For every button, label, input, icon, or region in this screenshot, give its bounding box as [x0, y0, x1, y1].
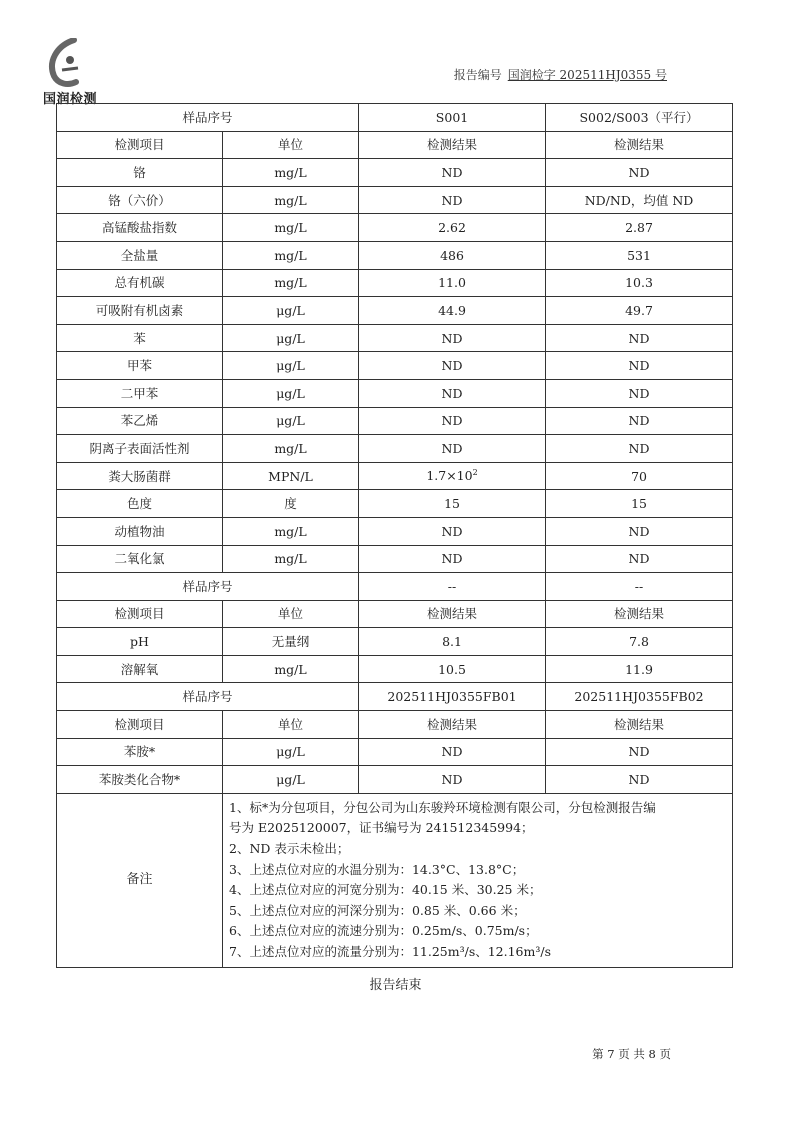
result-cell: 70 — [546, 462, 733, 490]
result-cell: ND — [359, 738, 546, 766]
item-cell: 全盐量 — [57, 241, 223, 269]
result-cell: ND — [546, 407, 733, 435]
table-row — [57, 186, 733, 214]
report-number — [454, 66, 667, 83]
unit-cell: mg/L — [223, 186, 359, 214]
sample-id-row — [57, 573, 733, 601]
result-cell: ND — [546, 324, 733, 352]
table-row — [57, 214, 733, 242]
note-line: 7、上述点位对应的流量分别为：11.25m³/s、12.16m³/s — [229, 944, 552, 959]
sample-id: 202511HJ0355FB02 — [546, 683, 733, 711]
result-cell: ND/ND，均值 ND — [546, 186, 733, 214]
sample-id-row — [57, 683, 733, 711]
sample-label: 样品序号 — [57, 573, 359, 601]
result-cell: 2.62 — [359, 214, 546, 242]
result-cell: 2.87 — [546, 214, 733, 242]
sample-label: 样品序号 — [57, 683, 359, 711]
section-3 — [57, 683, 733, 793]
result-cell: 15 — [359, 490, 546, 518]
result-cell: 10.3 — [546, 269, 733, 297]
col-header-item: 检测项目 — [57, 600, 223, 628]
item-cell: 二甲苯 — [57, 379, 223, 407]
col-header-result: 检测结果 — [359, 131, 546, 159]
result-cell: ND — [359, 435, 546, 463]
result-base: 1.7×10 — [426, 468, 473, 484]
result-cell: ND — [546, 545, 733, 573]
col-header-result: 检测结果 — [546, 711, 733, 739]
table-row — [57, 241, 733, 269]
table-row — [57, 738, 733, 766]
result-cell: ND — [359, 766, 546, 794]
unit-cell: μg/L — [223, 324, 359, 352]
col-header-result: 检测结果 — [546, 131, 733, 159]
unit-cell: mg/L — [223, 517, 359, 545]
note-line: 1、标*为分包项目，分包公司为山东骏羚环境检测有限公司，分包检测报告编 — [229, 799, 656, 815]
result-cell: ND — [359, 379, 546, 407]
result-cell: ND — [546, 159, 733, 187]
sample-label: 样品序号 — [57, 104, 359, 132]
result-cell: ND — [546, 352, 733, 380]
result-cell: ND — [546, 766, 733, 794]
section-1 — [57, 104, 733, 573]
result-cell: 11.9 — [546, 655, 733, 683]
col-header-unit: 单位 — [223, 600, 359, 628]
unit-cell: μg/L — [223, 297, 359, 325]
result-cell: ND — [359, 517, 546, 545]
unit-cell: mg/L — [223, 159, 359, 187]
report-number-value: 国润检字 202511HJ0355 号 — [507, 68, 667, 82]
sample-id-row — [57, 104, 733, 132]
unit-cell: mg/L — [223, 241, 359, 269]
table-row — [57, 462, 733, 490]
notes-content — [223, 793, 733, 967]
result-cell: 49.7 — [546, 297, 733, 325]
sample-id: -- — [359, 573, 546, 601]
table-row — [57, 324, 733, 352]
unit-cell: mg/L — [223, 269, 359, 297]
page-number: 第 7 页 共 8 页 — [592, 1047, 671, 1061]
notes-section — [57, 793, 733, 967]
item-cell: pH — [57, 628, 223, 656]
table-row — [57, 545, 733, 573]
item-cell: 苯 — [57, 324, 223, 352]
table-row — [57, 628, 733, 656]
result-cell: 8.1 — [359, 628, 546, 656]
item-cell: 二氧化氯 — [57, 545, 223, 573]
col-header-unit: 单位 — [223, 131, 359, 159]
item-cell: 可吸附有机卤素 — [57, 297, 223, 325]
table-row — [57, 435, 733, 463]
result-cell: ND — [359, 324, 546, 352]
table-row — [57, 297, 733, 325]
result-cell: ND — [359, 407, 546, 435]
item-cell: 苯胺* — [57, 738, 223, 766]
table-row — [57, 655, 733, 683]
result-cell: ND — [359, 159, 546, 187]
column-header-row — [57, 131, 733, 159]
item-cell: 色度 — [57, 490, 223, 518]
result-cell: ND — [546, 379, 733, 407]
unit-cell: μg/L — [223, 766, 359, 794]
item-cell: 苯乙烯 — [57, 407, 223, 435]
result-cell: 10.5 — [359, 655, 546, 683]
unit-cell: μg/L — [223, 738, 359, 766]
result-exponent: 2 — [472, 468, 478, 478]
result-cell: 486 — [359, 241, 546, 269]
item-cell: 动植物油 — [57, 517, 223, 545]
result-cell: ND — [546, 738, 733, 766]
note-line: 3、上述点位对应的水温分别为：14.3°C、13.8°C； — [229, 861, 525, 877]
sample-id: 202511HJ0355FB01 — [359, 683, 546, 711]
section-2 — [57, 573, 733, 683]
notes-label: 备注 — [57, 793, 223, 967]
result-cell — [359, 462, 546, 490]
note-line: 5、上述点位对应的河深分别为：0.85 米、0.66 米； — [229, 902, 526, 918]
col-header-item: 检测项目 — [57, 131, 223, 159]
result-cell: ND — [546, 435, 733, 463]
unit-cell: mg/L — [223, 545, 359, 573]
unit-cell: MPN/L — [223, 462, 359, 490]
table-row — [57, 159, 733, 187]
result-cell: 15 — [546, 490, 733, 518]
col-header-unit: 单位 — [223, 711, 359, 739]
item-cell: 铬 — [57, 159, 223, 187]
logo-mark-icon — [44, 38, 88, 88]
result-cell: 531 — [546, 241, 733, 269]
result-cell: ND — [359, 186, 546, 214]
unit-cell: mg/L — [223, 214, 359, 242]
sample-id: S002/S003（平行） — [546, 104, 733, 132]
result-cell: ND — [546, 517, 733, 545]
sample-id: S001 — [359, 104, 546, 132]
notes-row — [57, 793, 733, 967]
col-header-result: 检测结果 — [359, 711, 546, 739]
col-header-item: 检测项目 — [57, 711, 223, 739]
table-row — [57, 269, 733, 297]
result-cell: ND — [359, 352, 546, 380]
table-row — [57, 517, 733, 545]
item-cell: 总有机碳 — [57, 269, 223, 297]
item-cell: 铬（六价） — [57, 186, 223, 214]
col-header-result: 检测结果 — [546, 600, 733, 628]
unit-cell: mg/L — [223, 655, 359, 683]
result-cell: 7.8 — [546, 628, 733, 656]
col-header-result: 检测结果 — [359, 600, 546, 628]
item-cell: 甲苯 — [57, 352, 223, 380]
item-cell: 溶解氧 — [57, 655, 223, 683]
item-cell: 粪大肠菌群 — [57, 462, 223, 490]
unit-cell: 无量纲 — [223, 628, 359, 656]
table-row — [57, 379, 733, 407]
sample-id: -- — [546, 573, 733, 601]
result-cell: 11.0 — [359, 269, 546, 297]
table-row — [57, 352, 733, 380]
column-header-row — [57, 711, 733, 739]
column-header-row — [57, 600, 733, 628]
logo-text: 国润检测 — [42, 92, 97, 107]
item-cell: 阴离子表面活性剂 — [57, 435, 223, 463]
table-row — [57, 407, 733, 435]
company-logo — [30, 38, 100, 108]
table-row — [57, 490, 733, 518]
unit-cell: μg/L — [223, 352, 359, 380]
result-cell: 44.9 — [359, 297, 546, 325]
report-end-text: 报告结束 — [369, 978, 422, 993]
report-number-label: 报告编号 — [453, 68, 502, 82]
table-row — [57, 766, 733, 794]
results-table — [56, 103, 733, 968]
result-cell: ND — [359, 545, 546, 573]
unit-cell: μg/L — [223, 407, 359, 435]
unit-cell: μg/L — [223, 379, 359, 407]
unit-cell: 度 — [223, 490, 359, 518]
unit-cell: mg/L — [223, 435, 359, 463]
item-cell: 苯胺类化合物* — [57, 766, 223, 794]
note-line: 6、上述点位对应的流速分别为：0.25m/s、0.75m/s； — [229, 923, 538, 939]
note-line: 2、ND 表示未检出； — [229, 841, 350, 857]
note-line: 号为 E2025120007，证书编号为 241512345994； — [229, 820, 534, 836]
item-cell: 高锰酸盐指数 — [57, 214, 223, 242]
note-line: 4、上述点位对应的河宽分别为：40.15 米、30.25 米； — [229, 882, 542, 898]
